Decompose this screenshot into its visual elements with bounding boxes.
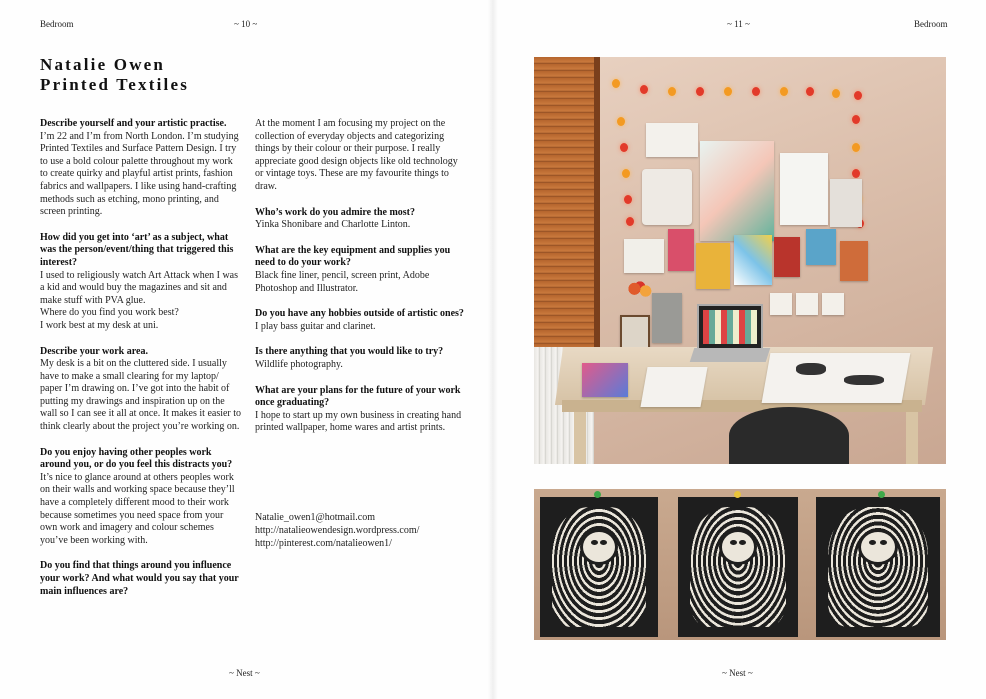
answer: I play bass guitar and clarinet. <box>255 320 376 332</box>
answer: It’s nice to glance around at others peoples work on their walls and working space because they’ll have a completely different mood to their work because sometimes you need space from your own work and imagery and colour schemes you’ve been working with. <box>40 471 235 546</box>
fairy-light <box>620 143 628 152</box>
fairy-light <box>624 195 632 204</box>
fairy-light <box>640 85 648 94</box>
question: Do you enjoy having other peoples work around you, or do you feel this distracts you? <box>40 446 233 471</box>
answer: Yinka Shonibare and Charlotte Linton. <box>255 219 411 231</box>
qa-block <box>40 346 242 434</box>
pinned-sketch <box>646 123 698 157</box>
fairy-light <box>852 143 860 152</box>
question: Who’s work do you admire the most? <box>255 206 416 218</box>
pinned-drawing <box>642 169 692 225</box>
qa-block <box>40 560 242 598</box>
question: Do you find that things around you influence your work? And what would you say that your main influences are? <box>40 560 239 597</box>
pinned-poster <box>700 141 774 241</box>
yellow-pin <box>734 491 741 498</box>
fairy-light <box>832 89 840 98</box>
pinned-sketch <box>796 293 818 315</box>
pinned-note <box>624 239 664 273</box>
left-page-number: ~ 10 ~ <box>234 19 258 29</box>
right-footer: ~ Nest ~ <box>722 668 753 678</box>
qa-block <box>255 245 465 295</box>
flower-vase <box>626 280 654 302</box>
pinterest-link[interactable]: http://pinterest.com/natalieowen1/ <box>255 538 392 549</box>
pinned-sketch <box>770 293 792 315</box>
spine-gutter <box>488 0 498 699</box>
pinned-flyer <box>780 153 828 225</box>
fairy-light <box>806 87 814 96</box>
desk-photo <box>534 57 946 464</box>
qa-block <box>255 385 465 435</box>
answer: My desk is a bit on the cluttered side. I usually have to make a small clearing for my laptop/ paper I’m drawing on. I’ve got into the habit of putting my drawings and inspiration up on the wall so I can see it all at once. It makes it easier to think clearly about the project you’re working on. <box>40 358 242 433</box>
pinned-artwork <box>734 235 772 285</box>
question: What are the key equipment and supplies you need to do your work? <box>255 244 451 269</box>
desk-leg <box>906 412 918 464</box>
pinned-card <box>668 229 694 271</box>
fairy-light <box>780 87 788 96</box>
fairy-light <box>696 87 704 96</box>
ink-sketch <box>796 363 826 375</box>
title-name: Natalie Owen <box>40 55 166 74</box>
question: Do you have any hobbies outside of artistic ones? <box>255 308 464 320</box>
pinned-print <box>830 179 862 227</box>
question: How did you get into ‘art’ as a subject, what was the person/event/thing that triggered this interest? <box>40 231 234 268</box>
article-title <box>40 55 189 95</box>
interview-column-2 <box>255 118 465 448</box>
prints-photo <box>534 489 946 640</box>
green-pin <box>594 491 601 498</box>
fairy-light <box>626 217 634 226</box>
pinned-card <box>840 241 868 281</box>
answer: I hope to start up my own business in creating hand printed wallpaper, home wares and artist prints. <box>255 409 462 434</box>
ink-sketch <box>844 375 884 385</box>
laptop-keyboard <box>690 348 771 362</box>
qa-block <box>40 232 242 333</box>
monkey-print <box>816 497 940 637</box>
fairy-light <box>622 169 630 178</box>
answer: Wildlife photography. <box>255 358 343 370</box>
pinned-sketch <box>822 293 844 315</box>
question: Describe yourself and your artistic practise. <box>40 118 227 129</box>
green-pin <box>878 491 885 498</box>
answer-extra: I work best at my desk at uni. <box>40 319 159 331</box>
pinned-card <box>806 229 836 265</box>
answer: At the moment I am focusing my project on the collection of everyday objects and categorizing things by their colour or their purpose. I really appreciate good design objects like old technology or vintage toys. These are my favourite things to draw. <box>255 118 458 192</box>
interview-column-1 <box>40 118 242 611</box>
blog-link[interactable]: http://natalieowendesign.wordpress.com/ <box>255 525 420 536</box>
qa-block <box>255 308 465 333</box>
title-subject: Printed Textiles <box>40 75 190 94</box>
window-blinds <box>534 57 594 387</box>
fairy-light <box>854 91 862 100</box>
office-chair <box>729 407 849 464</box>
pen-holder <box>652 293 682 343</box>
fairy-light <box>724 87 732 96</box>
fairy-light <box>752 87 760 96</box>
email-link[interactable]: Natalie_owen1@hotmail.com <box>255 512 376 523</box>
answer: I’m 22 and I’m from North London. I’m studying Printed Textiles and Surface Pattern Design. I try to use a bold colour palette throughout my work to create quirky and playful artist prints, fashion fabrics and wallpapers. I like using hand-crafting methods such as etching, mono printing, and screen printing. <box>40 130 239 218</box>
monkey-print <box>678 497 798 637</box>
contact-links <box>255 511 419 550</box>
right-page-number: ~ 11 ~ <box>727 19 750 29</box>
question: What are your plans for the future of your work once graduating? <box>255 384 461 409</box>
question: Is there anything that you would like to try? <box>255 346 444 358</box>
qa-block <box>255 346 465 371</box>
question: Describe your work area. <box>40 345 148 357</box>
pinned-card <box>696 243 730 289</box>
fairy-light <box>852 115 860 124</box>
answer: Black fine liner, pencil, screen print, Adobe Photoshop and Illustrator. <box>255 269 430 294</box>
right-section-header: Bedroom <box>914 19 948 29</box>
photo-frame <box>620 315 650 351</box>
desk-leg <box>574 412 586 464</box>
pinned-card <box>774 237 800 277</box>
answer: I used to religiously watch Art Attack when I was a kid and would buy the magazines and sit and make stuff with PVA glue. <box>40 269 239 306</box>
left-footer: ~ Nest ~ <box>229 668 260 678</box>
monkey-print <box>540 497 658 637</box>
fairy-light <box>612 79 620 88</box>
fairy-light <box>668 87 676 96</box>
qa-block <box>40 447 242 548</box>
intro-paragraph <box>255 118 465 194</box>
fairy-light <box>852 169 860 178</box>
magazine-stack <box>582 363 628 397</box>
left-section-header: Bedroom <box>40 19 74 29</box>
answer-extra-question: Where do you find you work best? <box>40 307 179 319</box>
laptop-screen <box>697 304 763 350</box>
qa-block <box>255 207 465 232</box>
drawing-sheet <box>762 353 911 403</box>
qa-block <box>40 118 242 219</box>
fairy-light <box>617 117 625 126</box>
drawing-sheet <box>640 367 707 407</box>
